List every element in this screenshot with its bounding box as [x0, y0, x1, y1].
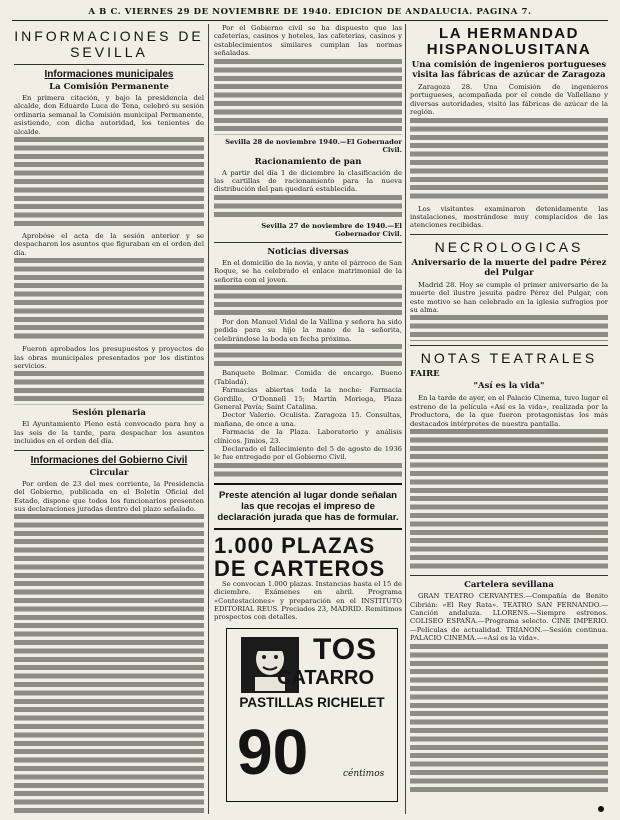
paragraph: Fueron aprobados los presupuestos y proyectos de las obras municipales presentados por los distintos servicios. — [14, 345, 204, 371]
text-block — [410, 429, 608, 571]
signature: Sevilla 27 de noviembre de 1940.—El Gobernador Civil. — [261, 221, 402, 238]
ad-price: 90 — [237, 715, 309, 788]
paragraph: Doctor Valerio. Oculista. Zaragoza 15. Consultas, mañana, de once a una. — [214, 411, 402, 428]
heading-racionamiento: Racionamiento de pan — [254, 156, 362, 167]
heading-sesion: Sesión plenaria — [72, 408, 146, 419]
paragraph: Farmacias abiertas toda la noche: Farmacia Gordillo, O'Donnell 15; Martín Moriega, Plaza General Pavía; Saint Catalina. — [214, 386, 402, 411]
heading-gobierno-civil: Informaciones del Gobierno Civil — [30, 454, 188, 466]
heading-municipal: Informaciones municipales — [44, 69, 174, 80]
column-right — [410, 24, 608, 816]
text-block — [14, 371, 204, 405]
divider — [410, 575, 608, 576]
text-block — [410, 315, 608, 341]
divider — [14, 450, 204, 451]
paragraph: Los visitantes examinaron detenidamente las instalaciones, mostrándose muy complacidos de las atenciones recibidas. — [410, 204, 608, 230]
text-block — [14, 514, 204, 816]
ad-headline-carteros: 1.000 PLAZAS DE CARTEROS — [214, 532, 386, 581]
article-title-hermandad: LA HERMANDAD HISPANOLUSITANA — [426, 25, 592, 58]
text-block — [214, 344, 402, 366]
text-block — [14, 137, 204, 229]
page-header: A B C. VIERNES 29 DE NOVIEMBRE DE 1940. EDICION DE ANDALUCIA. PAGINA 7. — [12, 4, 608, 21]
paragraph: Banquete Bolmar. Comida de encargo. Bueno (Tabladá). — [214, 369, 402, 386]
text-block — [410, 118, 608, 202]
signature: Sevilla 28 de noviembre 1940.—El Gobernador Civil. — [225, 137, 402, 154]
column-middle — [214, 24, 402, 816]
section-title-teatrales: NOTAS TEATRALES — [420, 350, 598, 367]
ad-paragraph: Se convocan 1.000 plazas. Instancias hasta el 15 de diciembre. Exámenes en abril. Programa «Contestaciones» y preparación en el INSTITUTO EDITORIAL REUS. Preciados 23, MADRID. Remitimos prospectos con detalles. — [214, 579, 402, 622]
column-rule — [405, 24, 406, 814]
text-block — [214, 59, 402, 135]
heading-comision: La Comisión Permanente — [49, 82, 169, 92]
necrology-subtitle: Aniversario de la muerte del padre Pérez del Pulgar — [411, 257, 607, 278]
theatre-subtitle: "Así es la vida" — [473, 381, 545, 392]
paragraph: En la tarde de ayer, en el Palacio Cinema, tuvo lugar el estreno de la película «Así es la vida», realizada por la Productora, de la que fueron protagonistas los más destacados intérpretes de nuestra pantalla. — [410, 394, 608, 428]
ad-catarro: CATARRO — [277, 666, 375, 689]
heading-noticias: Noticias diversas — [267, 246, 349, 257]
richelet-advertisement — [226, 628, 398, 802]
page-mark — [598, 806, 604, 812]
divider — [14, 64, 204, 65]
section-title-necrologicas: NECROLOGICAS — [434, 238, 584, 255]
paragraph: El Ayuntamiento Pleno está convocado para hoy a las seis de la tarde, para despachar los asuntos incluidos en el orden del día. — [14, 420, 204, 446]
paragraph: A partir del día 1 de diciembre la clasificación de las cartillas de racionamiento para la nueva distribución del pan quedará establecida. — [214, 168, 402, 194]
ad-pastillas: PASTILLAS RICHELET — [239, 694, 385, 710]
text-block — [214, 463, 402, 479]
heading-cartelera: Cartelera sevillana — [464, 580, 554, 591]
paragraph: GRAN TEATRO CERVANTES.—Compañía de Benito Cibrián: «El Rey Rata». TEATRO SAN FERNANDO.—Canción andaluza. LLORENS.—Siempre estrenos. COLISEO ESPAÑA.—Programa selecto. CINE IMPERIO.—Películas de actualidad. TRIANON.—Sesión continua. PALACIO CINEMA.—«Así es la vida». — [410, 592, 608, 643]
column-rule — [208, 24, 209, 814]
ad-cents: céntimos — [343, 768, 385, 779]
paragraph: Por don Manuel Vidal de la Vallina y señora ha sido pedida para su hijo la mano de la señorita, celebrándose la boda en fecha próxima. — [214, 318, 402, 343]
section-title: INFORMACIONES DE SEVILLA — [14, 28, 204, 60]
notice-text: Preste atención al lugar donde señalan las que recojas el impreso de declaración jurada que has de formular. — [217, 489, 399, 523]
divider — [410, 345, 608, 346]
notice-box — [214, 483, 402, 530]
theatre-label: FAIRE — [410, 369, 440, 380]
heading-circular: Circular — [89, 467, 129, 478]
article-subtitle: Una comisión de ingenieros portugueses visita las fábricas de azúcar de Zaragoza — [411, 60, 607, 80]
divider — [410, 234, 608, 235]
text-block — [214, 285, 402, 315]
paragraph: Zaragoza 28. Una Comisión de ingenieros portugueses, acompañada por el conde de Vallellano y diversas autoridades, visitó las fábricas de azúcar de la región. — [410, 83, 608, 117]
paragraph: Declarado el fallecimiento del 5 de agosto de 1936 le fue entregado por el Gobierno Civil. — [214, 444, 402, 462]
paragraph: Aprobóse el acta de la sesión anterior y se despacharon los asuntos que figuraban en el orden del día. — [14, 232, 204, 257]
paragraph: Por orden de 23 del mes corriente, la Presidencia del Gobierno, publicada en el Boletín Oficial del Estado, dispone que todos los funcionarios presenten sus declaraciones juradas dentro del plazo señalado. — [14, 479, 204, 513]
paragraph: En primera citación, y bajo la presidencia del alcalde, don Eduardo Luca de Tena, celebró su sesión ordinaria semanal la Comisión municipal Permanente, asistiendo, con dicha autoridad, los tenientes de alcalde. — [14, 94, 204, 136]
text-block — [14, 258, 204, 342]
paragraph: Madrid 28. Hoy se cumple el primer aniversario de la muerte del ilustre jesuita padre Pérez del Pulgar, con este motivo se han celebrado en la iglesia sufragios por su alma. — [410, 280, 608, 315]
column-left — [14, 24, 204, 816]
paragraph: En el domicilio de la novia, y ante el párroco de San Roque, se ha celebrado el enlace matrimonial de la señorita con el joven. — [214, 258, 402, 284]
text-block — [214, 195, 402, 219]
paragraph: Por el Gobierno civil se ha dispuesto que las cafeterías, casinos y hoteles, las cafeterías, casinos y establecimientos similares cumplan las normas señaladas. — [214, 24, 402, 58]
divider — [214, 242, 402, 243]
paragraph: Farmacia de la Plaza. Laboratorio y análisis clínicos. Jimios, 23. — [214, 428, 402, 445]
ad-tos: TOS — [313, 632, 378, 666]
text-block — [410, 644, 608, 794]
